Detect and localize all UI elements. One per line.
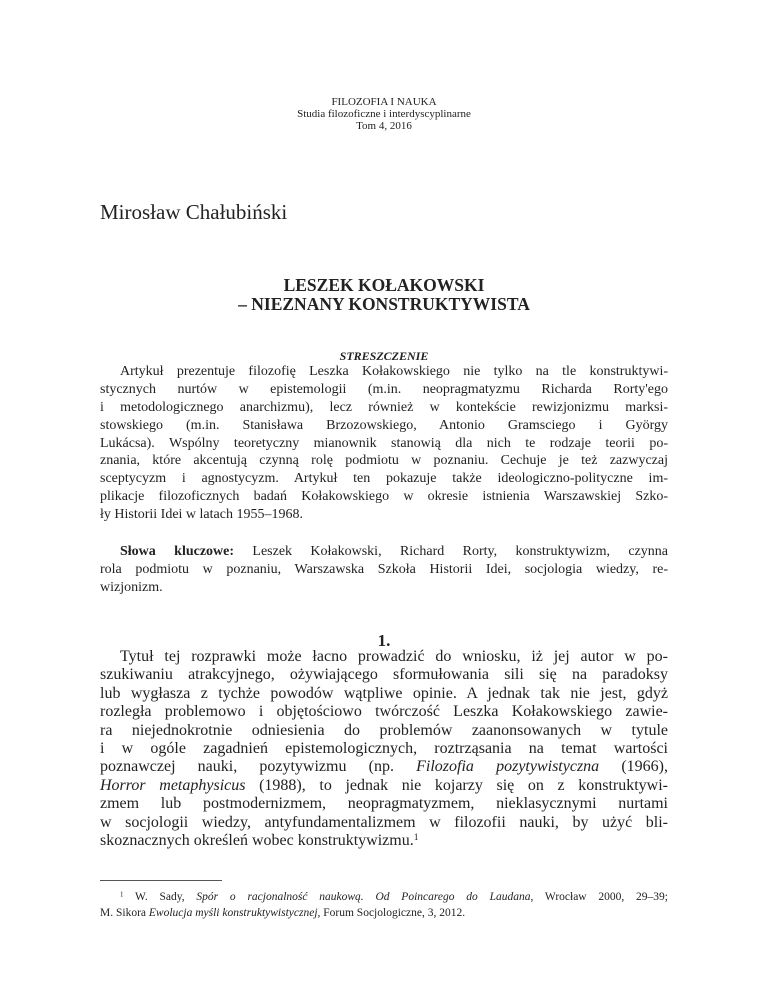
abstract-heading: STRESZCZENIE bbox=[339, 349, 429, 363]
body-line: w socjologii wiedzy, antyfundamentalizmem w filozofii nauki, by użyć bli- bbox=[100, 813, 668, 831]
journal-volume: Tom 4, 2016 bbox=[356, 120, 412, 132]
journal-name: FILOZOFIA I NAUKA bbox=[331, 96, 437, 108]
abstract-line: stycznych nurtów w epistemologii (m.in. neopragmatyzmu Richarda Rorty'ego bbox=[100, 381, 668, 397]
keywords-label: Słowa kluczowe: bbox=[120, 544, 235, 559]
body-line: Tytuł tej rozprawki może łacno prowadzić do wniosku, iż jej autor w po- bbox=[120, 648, 668, 665]
footnote bbox=[100, 889, 668, 921]
footnote-divider bbox=[100, 880, 222, 881]
section-number: 1. bbox=[377, 631, 391, 650]
body-paragraph bbox=[100, 648, 668, 850]
body-line: ra niejednokrotnie odniesienia do problemów zaanonsowanych w tytule bbox=[100, 721, 668, 739]
title-line-2: – NIEZNANY KONSTRUKTYWISTA bbox=[238, 294, 530, 314]
footnote-line: M. Sikora Ewolucja myśli konstruktywistycznej, Forum Socjologiczne, 3, 2012. bbox=[100, 907, 466, 919]
abstract-line: i metodologicznego anarchizmu), lecz również w kontekście rewizjonizmu marksi- bbox=[100, 399, 668, 415]
footnote-line: $^1$ W. Sady, Spór o racjonalność naukową. Od Poincarego do Laudana, Wrocław 2000, 29–39; bbox=[120, 891, 668, 903]
body-line: rozległa problemowo i objętościowo twórczość Leszka Kołakowskiego zawie- bbox=[100, 703, 668, 721]
body-line: skoznacznych określeń wobec konstruktywizmu.$^1$ bbox=[100, 831, 419, 849]
body-line: lub wygłasza z tychże powodów wątpliwe opinie. A jednak tak nie jest, gdyż bbox=[100, 684, 668, 702]
abstract-line: ły Historii Idei w latach 1955–1968. bbox=[100, 507, 303, 523]
journal-header bbox=[0, 96, 768, 132]
abstract-line: sceptycyzm i agnostycyzm. Artykuł ten pokazuje także ideologiczno-polityczne im- bbox=[100, 471, 668, 487]
body-line: Horror metaphysicus (1988), to jednak nie kojarzy się on z konstruktywi- bbox=[100, 776, 669, 794]
author-name: Mirosław Chałubiński bbox=[100, 200, 288, 224]
abstract bbox=[100, 363, 668, 524]
title-line-1: LESZEK KOŁAKOWSKI bbox=[283, 275, 485, 295]
abstract-line: plikacje filozoficznych badań Kołakowskiego w okresie istnienia Warszawskiej Szko- bbox=[100, 489, 668, 505]
abstract-line: stowskiego (m.in. Stanisława Brzozowskiego, Antonio Gramsciego i György bbox=[100, 417, 668, 433]
journal-subtitle: Studia filozoficzne i interdyscyplinarne bbox=[297, 108, 471, 120]
body-line: poznawczej nauki, pozytywizmu (np. Filozofia pozytywistyczna (1966), bbox=[100, 758, 669, 776]
keywords bbox=[100, 543, 668, 597]
keywords-line: wizjonizm. bbox=[100, 579, 163, 595]
abstract-line: Artykuł prezentuje filozofię Leszka Kołakowskiego nie tylko na tle konstruktywi- bbox=[120, 364, 668, 379]
body-line: szukiwaniu atrakcyjnego, ożywiającego sformułowania sili się na paradoksy bbox=[100, 666, 668, 684]
keywords-line: Słowa kluczowe: Leszek Kołakowski, Richard Rorty, konstruktywizm, czynna bbox=[120, 544, 668, 559]
keywords-line: rola podmiotu w poznaniu, Warszawska Szkoła Historii Idei, socjologia wiedzy, re- bbox=[100, 561, 668, 577]
body-line: zmem lub postmodernizmem, neopragmatyzmem, nieklasycznymi nurtami bbox=[100, 795, 668, 813]
abstract-line: Lukácsa). Wspólny teoretyczny mianownik stanowią dla nich te rodzaje teorii po- bbox=[100, 435, 668, 451]
abstract-line: znania, które akcentują czynną rolę podmiotu w poznaniu. Cechuje je też zazwyczaj bbox=[100, 453, 668, 469]
body-line: i w ogóle zagadnień epistemologicznych, roztrząsania na temat wartości bbox=[100, 739, 668, 757]
article-title bbox=[0, 276, 768, 314]
